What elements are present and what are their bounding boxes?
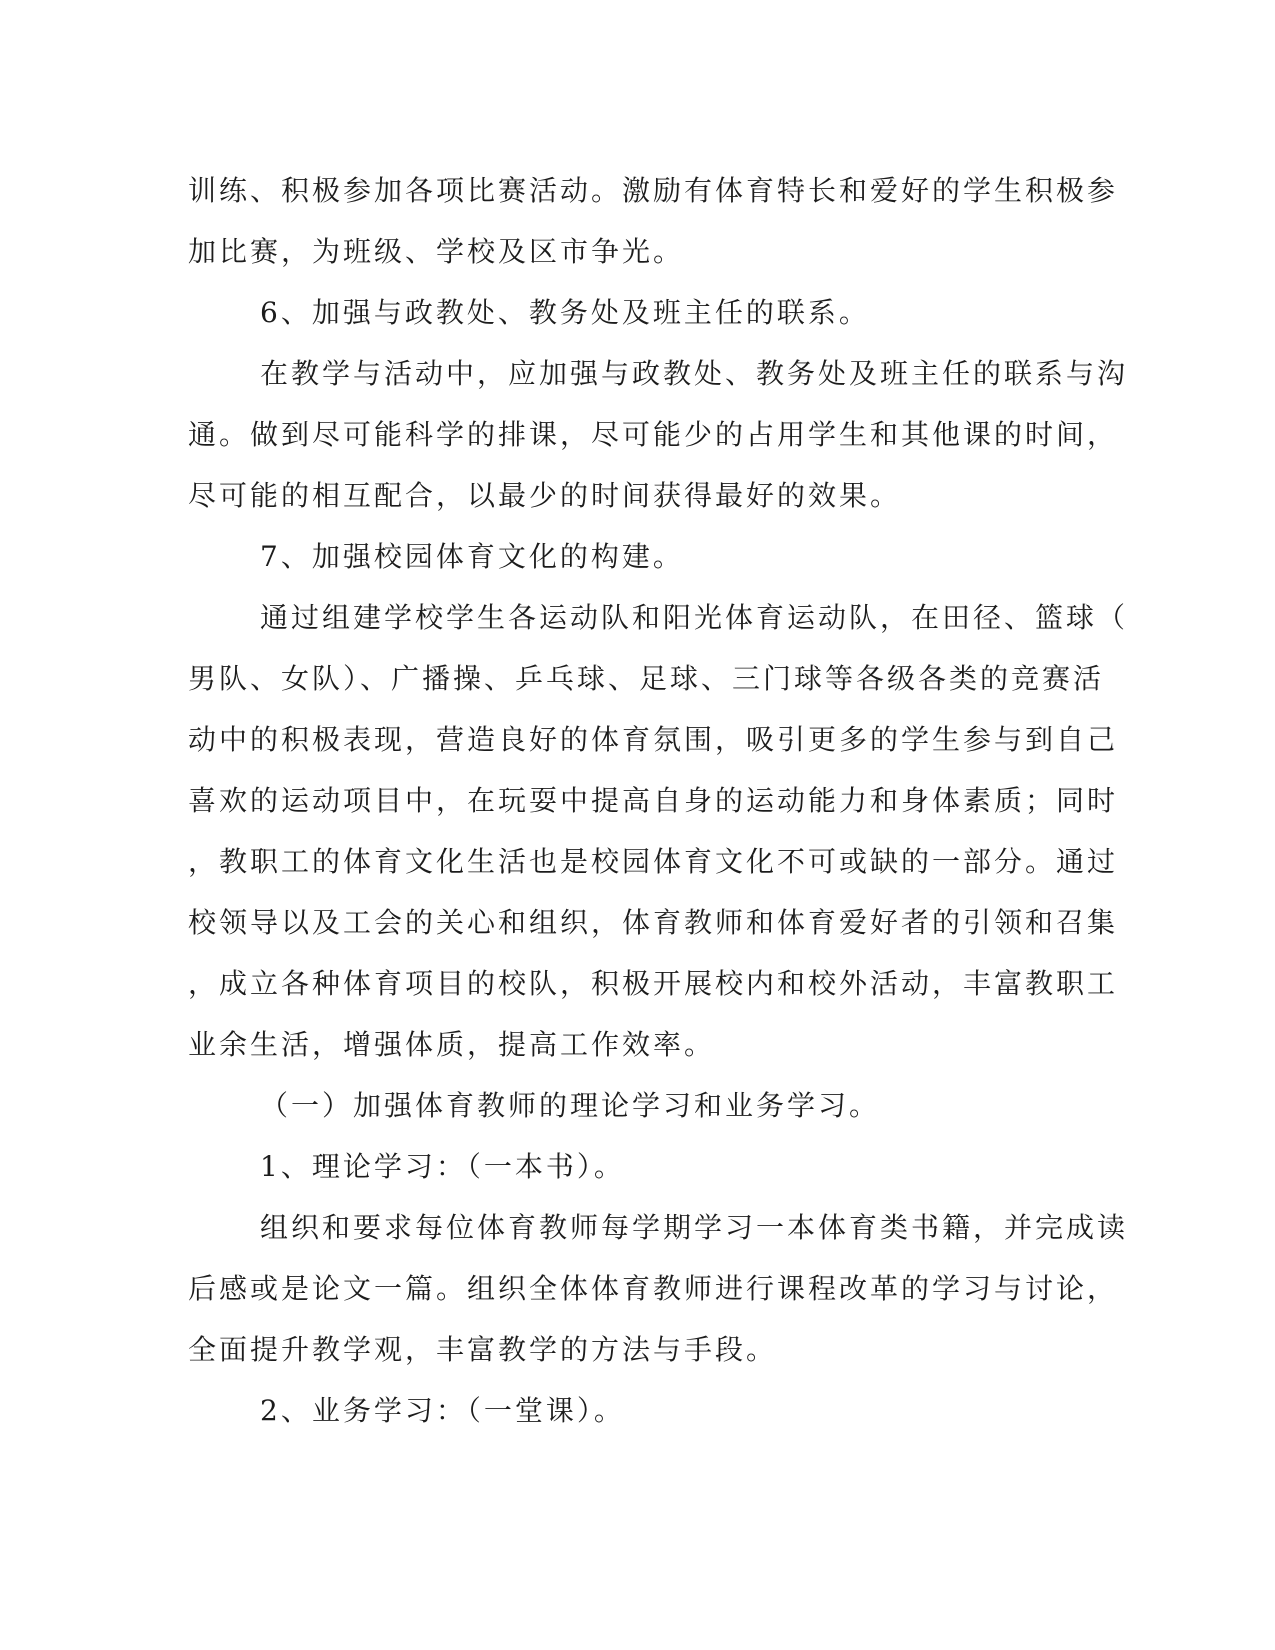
text-line: 动中的积极表现，营造良好的体育氛围，吸引更多的学生参与到自己 [188, 723, 1119, 756]
text-line: 通过组建学校学生各运动队和阳光体育运动队，在田径、篮球（ [260, 601, 1129, 634]
text-line: 尽可能的相互配合，以最少的时间获得最好的效果。 [188, 479, 902, 512]
text-line: 加比赛，为班级、学校及区市争光。 [188, 235, 685, 268]
section-heading: （一）加强体育教师的理论学习和业务学习。 [260, 1089, 881, 1122]
text-line: 后感或是论文一篇。组织全体体育教师进行课程改革的学习与讨论， [188, 1272, 1119, 1305]
section-heading: 2、业务学习：（一堂课）。 [260, 1394, 625, 1427]
text-line: 组织和要求每位体育教师每学期学习一本体育类书籍，并完成读 [260, 1211, 1129, 1244]
text-line: 训练、积极参加各项比赛活动。激励有体育特长和爱好的学生积极参 [188, 174, 1119, 207]
section-heading: 1、理论学习：（一本书）。 [260, 1150, 625, 1183]
text-line: ，成立各种体育项目的校队，积极开展校内和校外活动，丰富教职工 [188, 967, 1119, 1000]
document-body [188, 160, 1129, 1441]
section-heading: 6、加强与政教处、教务处及班主任的联系。 [260, 296, 870, 329]
section-heading: 7、加强校园体育文化的构建。 [260, 540, 684, 573]
text-line: 全面提升教学观，丰富教学的方法与手段。 [188, 1333, 778, 1366]
text-line: 通。做到尽可能科学的排课，尽可能少的占用学生和其他课的时间， [188, 418, 1119, 451]
text-line: 在教学与活动中，应加强与政教处、教务处及班主任的联系与沟 [260, 357, 1129, 390]
text-line: ，教职工的体育文化生活也是校园体育文化不可或缺的一部分。通过 [188, 845, 1119, 878]
text-line: 业余生活，增强体质，提高工作效率。 [188, 1028, 716, 1061]
text-line: 男队、女队）、广播操、乒乓球、足球、三门球等各级各类的竞赛活 [188, 662, 1105, 695]
text-line: 喜欢的运动项目中，在玩耍中提高自身的运动能力和身体素质；同时 [188, 784, 1119, 817]
text-line: 校领导以及工会的关心和组织，体育教师和体育爱好者的引领和召集 [188, 906, 1119, 939]
